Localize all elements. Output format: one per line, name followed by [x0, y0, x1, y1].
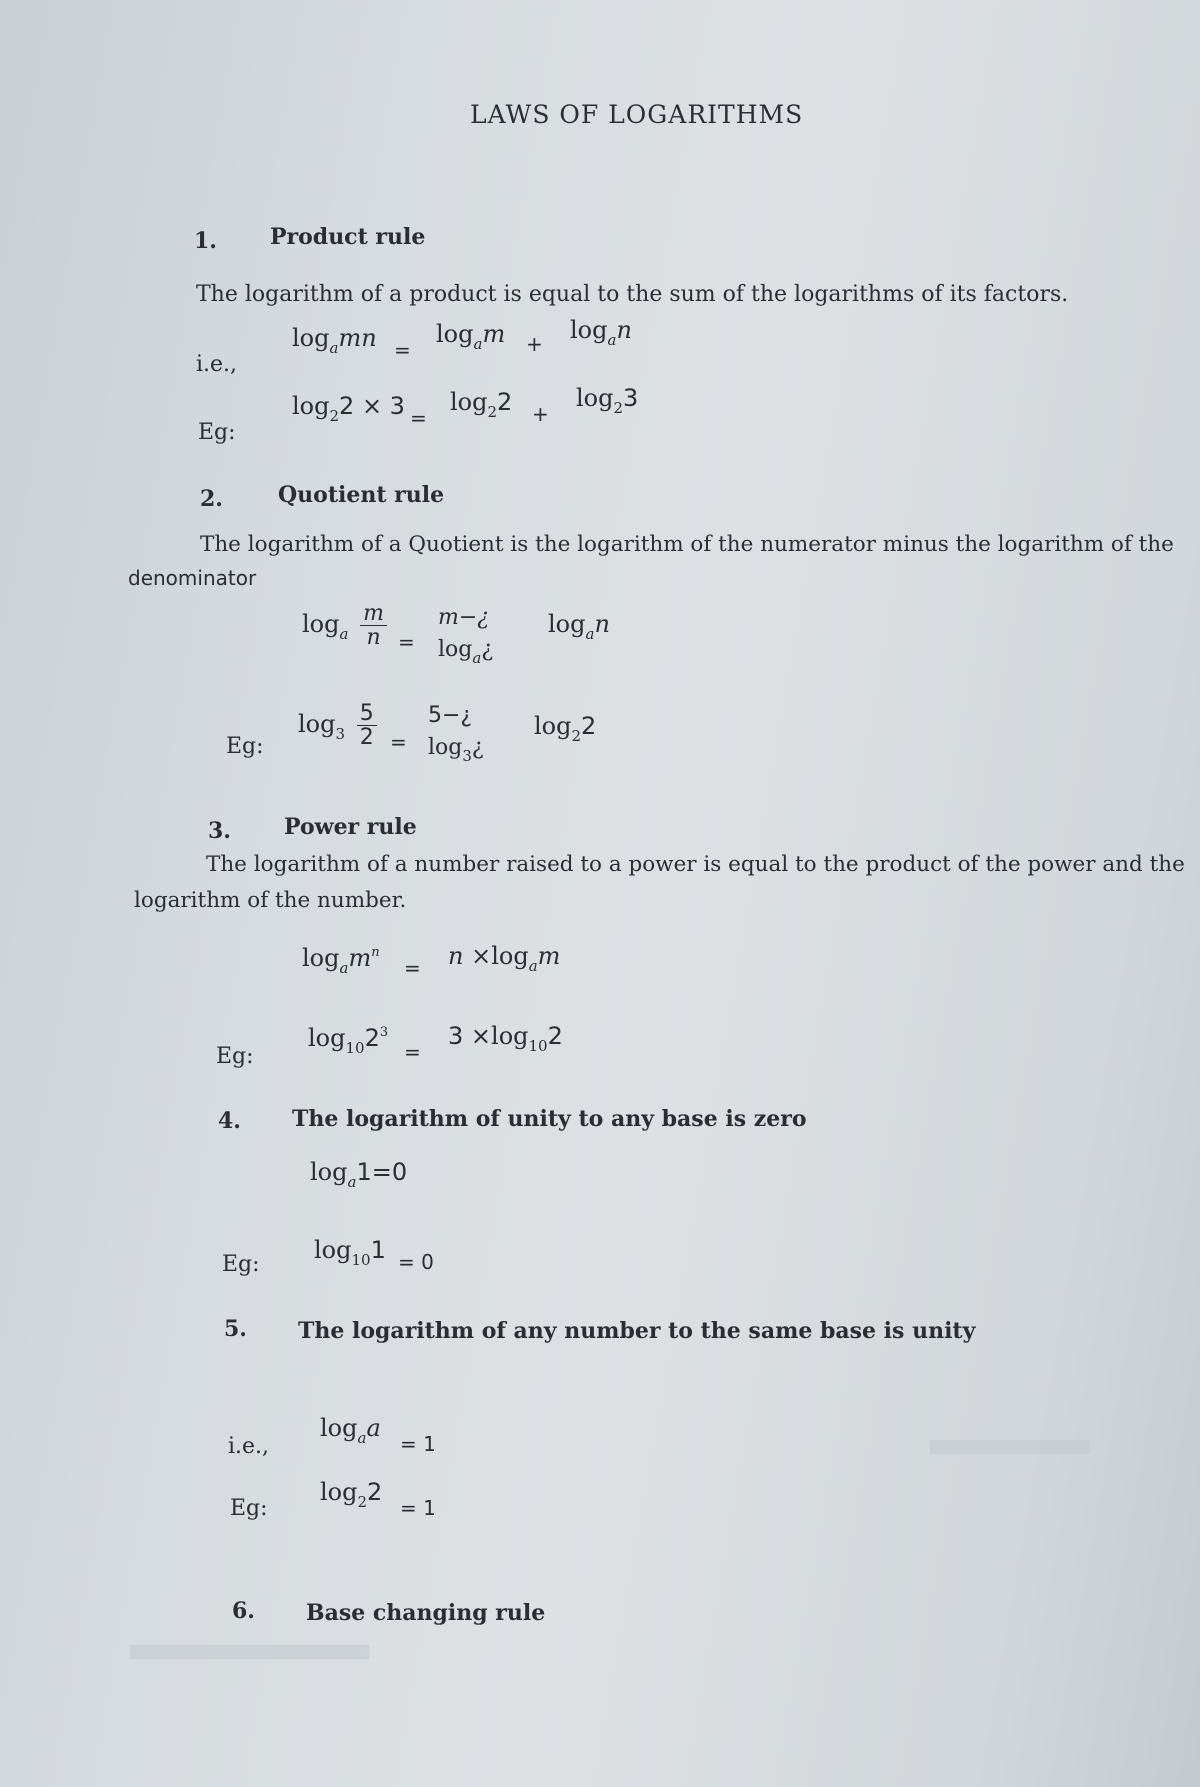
- unity-zero-example-lhs: $\log_{10}1$: [314, 1236, 386, 1269]
- quotient-rule-rhs-bottom: $\log_a¿$: [438, 636, 494, 667]
- equals-sign: =: [398, 630, 415, 654]
- equals-sign: =: [410, 406, 427, 430]
- section-2-number: 2.: [200, 486, 223, 512]
- section-1-text: The logarithm of a product is equal to the sum of the logarithms of its factors.: [196, 282, 1069, 307]
- section-4-number: 4.: [218, 1108, 241, 1134]
- same-base-rule-rhs: = 1: [400, 1432, 436, 1456]
- section-4-heading: The logarithm of unity to any base is zero: [292, 1106, 807, 1132]
- equals-sign: =: [404, 956, 421, 980]
- section-5-number: 5.: [224, 1316, 247, 1342]
- product-example-lhs: $\log_22 \times 3$: [292, 392, 405, 425]
- power-rule-rhs: $n \times\log_am$: [448, 942, 561, 975]
- ie-label: i.e.,: [196, 352, 238, 377]
- section-3-heading: Power rule: [284, 814, 417, 840]
- product-example-rhs1: $\log_22$: [450, 388, 513, 421]
- equals-sign: =: [404, 1040, 421, 1064]
- product-rule-rhs1: $\log_am$: [436, 320, 506, 353]
- eg-label: Eg:: [216, 1044, 254, 1069]
- section-6-heading: Base changing rule: [306, 1600, 546, 1626]
- section-3-text-line1: The logarithm of a number raised to a power is equal to the product of the power and the: [206, 852, 1185, 877]
- unity-zero-example-rhs: = 0: [398, 1250, 434, 1274]
- quotient-example-rhs-right: $\log_22$: [534, 712, 597, 745]
- quotient-rule-lhs: $\log_a$ $\frac{m}{n}$: [302, 602, 387, 649]
- quotient-rule-rhs-right: $\log_an$: [548, 610, 610, 643]
- section-1-number: 1.: [194, 228, 217, 254]
- section-5-heading: The logarithm of any number to the same base is unity: [298, 1318, 976, 1344]
- bleed-through-mark: [930, 1440, 1090, 1454]
- plus-sign: +: [532, 402, 549, 426]
- eg-label: Eg:: [230, 1496, 268, 1521]
- section-3-text-line2: logarithm of the number.: [134, 888, 407, 913]
- same-base-example-rhs: = 1: [400, 1496, 436, 1520]
- unity-zero-rule: $\log_a1=0$: [310, 1158, 408, 1191]
- quotient-example-lhs: $\log_3$ $\frac{5}{2}$: [298, 702, 377, 749]
- plus-sign: +: [526, 332, 543, 356]
- quotient-rule-rhs-top: m−¿: [438, 605, 490, 630]
- section-6-number: 6.: [232, 1598, 255, 1624]
- product-example-rhs2: $\log_23$: [576, 384, 639, 417]
- quotient-rule-rhs-stack: [438, 602, 493, 666]
- equals-sign: =: [390, 730, 407, 754]
- bleed-through-mark: [130, 1645, 370, 1659]
- product-rule-rhs2: $\log_an$: [570, 316, 632, 349]
- power-rule-lhs: $\log_am^n$: [302, 944, 380, 977]
- quotient-example-rhs-top: 5−¿: [428, 703, 473, 728]
- quotient-example-rhs-bottom: $\log_3¿$: [428, 734, 484, 765]
- section-2-text-line2: denominator: [128, 566, 257, 590]
- quotient-example-rhs-stack: [428, 700, 484, 764]
- same-base-rule-lhs: $\log_aa$: [320, 1414, 381, 1447]
- section-2-heading: Quotient rule: [278, 482, 445, 508]
- equals-sign: =: [394, 338, 411, 362]
- section-1-heading: Product rule: [270, 224, 426, 250]
- eg-label: Eg:: [226, 734, 264, 759]
- product-rule-lhs: $\log_amn$: [292, 324, 377, 357]
- eg-label: Eg:: [222, 1252, 260, 1277]
- eg-label: Eg:: [198, 420, 236, 445]
- power-example-lhs: $\log_{10}2^3$: [308, 1024, 389, 1057]
- section-3-number: 3.: [208, 818, 231, 844]
- same-base-example-lhs: $\log_22$: [320, 1478, 383, 1511]
- ie-label: i.e.,: [228, 1434, 270, 1459]
- section-2-text-line1: The logarithm of a Quotient is the logarithm of the numerator minus the logarithm of the: [200, 532, 1174, 557]
- page-title: LAWS OF LOGARITHMS: [470, 100, 804, 129]
- power-example-rhs: $3 \times\log_{10}2$: [448, 1022, 563, 1055]
